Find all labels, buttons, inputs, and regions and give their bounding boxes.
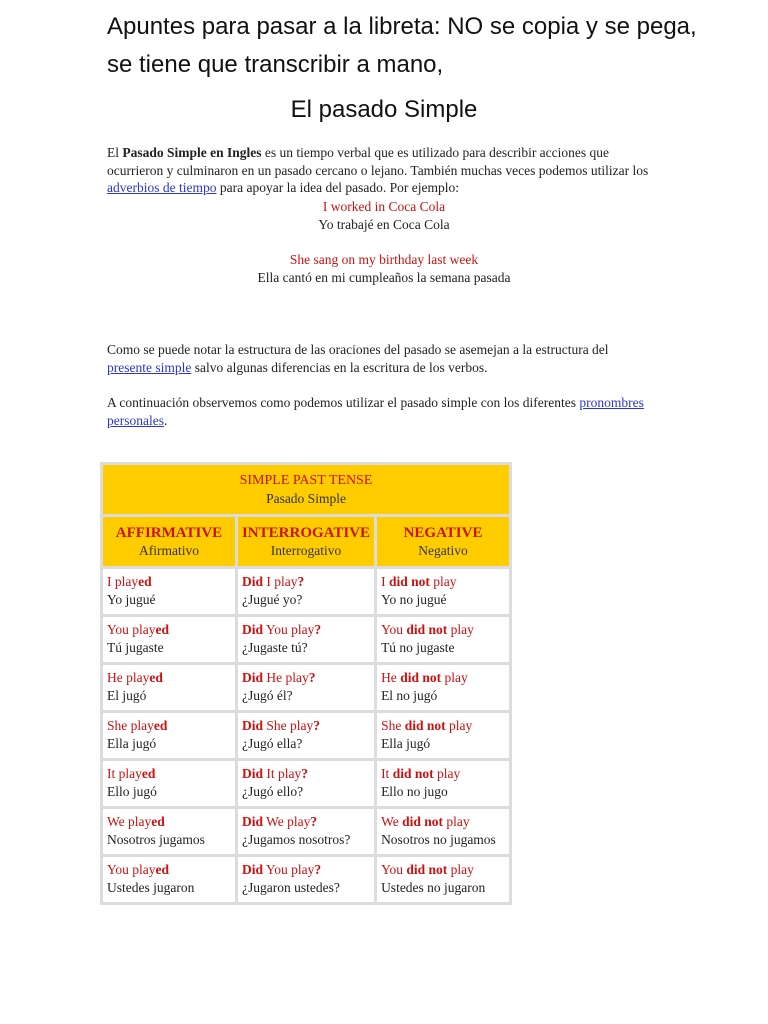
aff-es: Nosotros jugamos (107, 832, 205, 847)
int-aux: Did (241, 670, 263, 685)
int-qmark: ? (313, 718, 320, 733)
neg-aux: did not (402, 814, 443, 829)
int-verb: She play (262, 718, 314, 733)
cell-affirmative (103, 857, 235, 902)
int-verb: He play (262, 670, 309, 685)
cell-negative (377, 857, 509, 902)
int-es: ¿Jugaron ustedes? (241, 880, 340, 895)
neg-subject: She (381, 718, 405, 733)
neg-es: Tú no jugaste (381, 640, 455, 655)
cell-interrogative (238, 761, 374, 806)
intro-text-3: para apoyar la idea del pasado. Por ejemplo: (216, 180, 460, 195)
table-row (103, 617, 509, 662)
intro-paragraph (107, 144, 655, 197)
table-subtitle: Pasado Simple (266, 491, 346, 506)
aff-en (107, 669, 231, 687)
int-aux: Did (241, 814, 263, 829)
neg-en (381, 573, 505, 591)
neg-es: Nosotros no jugamos (381, 832, 496, 847)
int-es: ¿Jugó ella? (241, 736, 303, 751)
aff-verb: I play (107, 574, 139, 589)
table-title: SIMPLE PAST TENSE (239, 473, 373, 488)
cell-interrogative (238, 857, 374, 902)
int-aux: Did (241, 718, 263, 733)
neg-en (381, 621, 505, 639)
aff-es: Ello jugó (107, 784, 157, 799)
table-row (103, 665, 509, 710)
col-header-affirmative (103, 517, 235, 566)
aff-es: Yo jugué (107, 592, 156, 607)
neg-en (381, 717, 505, 735)
aff-verb: It play (107, 766, 142, 781)
neg-verb: play (447, 622, 474, 637)
int-qmark: ? (310, 814, 318, 829)
aff-en (107, 813, 231, 831)
presente-simple-link[interactable]: presente simple (107, 359, 192, 375)
aff-suffix: ed (155, 622, 170, 637)
aff-en (107, 861, 231, 879)
aff-verb: You play (107, 862, 156, 877)
intro-text-2: es un tiempo verbal que es utilizado para describir acciones que ocurrieron y culminaron en un pasado cercano o lejano. También muchas veces podemos utilizar los (107, 145, 649, 178)
cell-affirmative (103, 665, 235, 710)
cell-affirmative (103, 617, 235, 662)
aff-verb: You play (107, 622, 156, 637)
int-en (242, 765, 370, 783)
aff-suffix: ed (141, 766, 156, 781)
neg-subject: He (381, 670, 401, 685)
aff-es: El jugó (107, 688, 147, 703)
int-aux: Did (241, 622, 263, 637)
pronombres-link[interactable]: pronombres personales (107, 395, 644, 428)
aff-suffix: ed (149, 670, 163, 685)
aff-suffix: ed (153, 718, 168, 733)
intro-bold: Pasado Simple en Ingles (122, 145, 262, 160)
int-aux: Did (241, 862, 263, 877)
int-qmark: ? (314, 622, 322, 637)
neg-subject: You (381, 862, 407, 877)
table-row (103, 857, 509, 902)
neg-en (381, 765, 505, 783)
int-verb: You play (262, 862, 315, 877)
intro-text-1: El (107, 145, 123, 160)
neg-verb: play (441, 670, 468, 685)
cell-negative (377, 617, 509, 662)
aff-verb: We play (107, 814, 152, 829)
int-aux: Did (241, 766, 263, 781)
simple-past-table (100, 462, 512, 905)
neg-aux: did not (404, 718, 446, 733)
neg-aux: did not (392, 766, 434, 781)
cell-interrogative (238, 665, 374, 710)
int-qmark: ? (301, 766, 308, 781)
neg-en (381, 861, 505, 879)
int-verb: I play (262, 574, 298, 589)
int-en (242, 669, 370, 687)
neg-es: El no jugó (381, 688, 438, 703)
col-sub-negative: Negativo (418, 543, 468, 558)
int-qmark: ? (314, 862, 322, 877)
cell-interrogative (238, 617, 374, 662)
neg-subject: We (381, 814, 403, 829)
int-en (242, 717, 370, 735)
cell-affirmative (103, 713, 235, 758)
aff-es: Ella jugó (107, 736, 157, 751)
neg-verb: play (433, 766, 461, 781)
p3-text-2: . (163, 412, 168, 428)
aff-verb: She play (107, 718, 154, 733)
aff-verb: He play (107, 670, 150, 685)
structure-paragraph (107, 341, 655, 376)
aff-suffix: ed (138, 574, 152, 589)
cell-negative (377, 761, 509, 806)
col-title-interrogative: INTERROGATIVE (241, 525, 371, 541)
neg-subject: It (381, 766, 393, 781)
page-title: El pasado Simple (290, 96, 478, 123)
table-row (103, 713, 509, 758)
neg-en (381, 669, 505, 687)
col-header-interrogative (238, 517, 374, 566)
neg-en (381, 813, 505, 831)
example-2-en: She sang on my birthday last week (289, 252, 479, 267)
aff-es: Tú jugaste (107, 640, 164, 655)
int-verb: We play (262, 814, 311, 829)
int-qmark: ? (308, 670, 316, 685)
aff-suffix: ed (151, 814, 165, 829)
col-title-affirmative: AFFIRMATIVE (115, 525, 223, 541)
int-verb: You play (262, 622, 315, 637)
table-row (103, 809, 509, 854)
neg-verb: play (443, 814, 470, 829)
cell-affirmative (103, 809, 235, 854)
note-line-2: se tiene que transcribir a mano, (107, 51, 444, 78)
neg-es: Ella jugó (381, 736, 431, 751)
neg-aux: did not (406, 622, 448, 637)
neg-verb: play (447, 862, 474, 877)
adverbios-link[interactable]: adverbios de tiempo (107, 180, 217, 195)
int-es: ¿Jugué yo? (241, 592, 303, 607)
col-title-negative: NEGATIVE (403, 525, 483, 541)
table-header (103, 465, 509, 514)
neg-aux: did not (388, 574, 430, 589)
int-aux: Did (241, 574, 263, 589)
col-sub-affirmative: Afirmativo (138, 543, 199, 558)
int-es: ¿Jugaste tú? (241, 640, 308, 655)
int-en (242, 813, 370, 831)
int-en (242, 621, 370, 639)
p3-text-1: A continuación observemos como podemos utilizar el pasado simple con los diferentes (107, 395, 580, 410)
neg-subject: You (381, 622, 407, 637)
int-verb: It play (262, 766, 302, 781)
aff-es: Ustedes jugaron (107, 880, 195, 895)
cell-interrogative (238, 569, 374, 614)
cell-interrogative (238, 809, 374, 854)
int-es: ¿Jugó él? (241, 688, 293, 703)
p2-text-1: Como se puede notar la estructura de las oraciones del pasado se asemejan a la estructura del (107, 342, 609, 357)
aff-en (107, 765, 231, 783)
neg-es: Yo no jugué (381, 592, 447, 607)
int-es: ¿Jugó ello? (241, 784, 304, 799)
int-en (242, 573, 370, 591)
cell-interrogative (238, 713, 374, 758)
neg-subject: I (381, 574, 389, 589)
cell-negative (377, 665, 509, 710)
col-sub-interrogative: Interrogativo (270, 543, 342, 558)
aff-en (107, 573, 231, 591)
aff-suffix: ed (155, 862, 170, 877)
table-row (103, 761, 509, 806)
neg-aux: did not (406, 862, 448, 877)
neg-es: Ello no jugo (381, 784, 448, 799)
neg-es: Ustedes no jugaron (381, 880, 486, 895)
example-2-es: Ella cantó en mi cumpleaños la semana pasada (257, 270, 511, 285)
col-header-negative (377, 517, 509, 566)
aff-en (107, 621, 231, 639)
neg-verb: play (445, 718, 473, 733)
cell-negative (377, 809, 509, 854)
int-en (242, 861, 370, 879)
int-es: ¿Jugamos nosotros? (241, 832, 351, 847)
neg-verb: play (429, 574, 457, 589)
cell-negative (377, 569, 509, 614)
p2-text-2: salvo algunas diferencias en la escritura de los verbos. (191, 359, 488, 375)
cell-affirmative (103, 569, 235, 614)
example-1-en: I worked in Coca Cola (322, 199, 446, 214)
neg-aux: did not (400, 670, 442, 685)
table-row (103, 569, 509, 614)
note-line-1: Apuntes para pasar a la libreta: NO se copia y se pega, (107, 13, 697, 40)
cell-negative (377, 713, 509, 758)
example-1-es: Yo trabajé en Coca Cola (318, 217, 450, 232)
cell-affirmative (103, 761, 235, 806)
int-qmark: ? (297, 574, 305, 589)
continuation-paragraph (107, 394, 655, 429)
aff-en (107, 717, 231, 735)
